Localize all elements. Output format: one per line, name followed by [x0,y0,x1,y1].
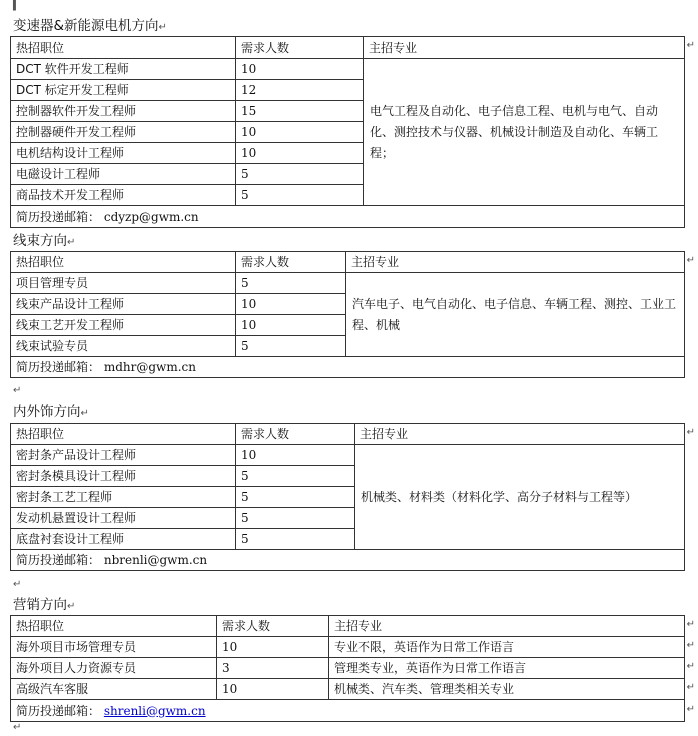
jobs-table-transmission [10,36,685,228]
table-header-row [11,37,685,59]
header-count: 需求人数 [236,37,364,59]
section-title-text: 线束方向 [13,233,67,249]
email-row [11,206,685,228]
header-majors: 主招专业 [329,616,685,637]
section-title-marketing [13,596,75,616]
count-cell: 10 [217,637,329,658]
position-cell: 线束产品设计工程师 [11,294,236,315]
position-cell: DCT 标定开发工程师 [11,80,236,101]
row-end-mark: ↵ [686,427,695,438]
position-cell: 线束试验专员 [11,336,236,357]
count-cell: 12 [236,80,364,101]
majors-cell: 机械类、材料类（材料化学、高分子材料与工程等） [355,445,685,550]
position-cell: 密封条模具设计工程师 [11,466,236,487]
count-cell: 5 [236,487,355,508]
table-row [11,679,685,700]
count-cell: 10 [236,122,364,143]
paragraph-mark: ↵ [13,385,22,396]
count-cell: 5 [236,273,346,294]
position-cell: 海外项目人力资源专员 [11,658,217,679]
position-cell: 底盘衬套设计工程师 [11,529,236,550]
email-cell [11,206,685,228]
count-cell: 5 [236,529,355,550]
row-end-mark: ↵ [686,619,695,630]
email-cell [11,550,685,571]
position-cell: 密封条工艺工程师 [11,487,236,508]
position-cell: DCT 软件开发工程师 [11,59,236,80]
email-cell [11,357,685,378]
row-end-mark: ↵ [686,640,695,651]
header-position: 热招职位 [11,37,236,59]
header-count: 需求人数 [217,616,329,637]
count-cell: 5 [236,466,355,487]
position-cell: 海外项目市场管理专员 [11,637,217,658]
count-cell: 10 [236,315,346,336]
paragraph-mark: ↵ [13,579,22,590]
count-cell: 10 [236,445,355,466]
position-cell: 商品技术开发工程师 [11,185,236,206]
row-end-mark: ↵ [686,255,695,266]
text-cursor: ▍ [13,0,21,11]
email-link[interactable]: shrenli@gwm.cn [103,703,206,718]
email-label: 简历投递邮箱： [16,360,101,374]
email-label: 简历投递邮箱： [16,553,101,567]
email-cell [11,700,685,722]
section-title-transmission [13,17,167,37]
count-cell: 10 [236,294,346,315]
count-cell: 5 [236,185,364,206]
table-row [11,637,685,658]
paragraph-mark: ↵ [80,408,89,419]
count-cell: 5 [236,164,364,185]
header-count: 需求人数 [236,424,355,445]
major-cell: 管理类专业，英语作为日常工作语言 [329,658,685,679]
email-address: nbrenli@gwm.cn [103,553,208,567]
table-row [11,658,685,679]
position-cell: 控制器软件开发工程师 [11,101,236,122]
position-cell: 电机结构设计工程师 [11,143,236,164]
email-row [11,700,685,722]
header-position: 热招职位 [11,424,236,445]
paragraph-mark: ↵ [158,22,167,33]
header-count: 需求人数 [236,252,346,273]
position-cell: 电磁设计工程师 [11,164,236,185]
section-title-harness [13,232,75,252]
table-row [11,273,685,294]
jobs-table-harness [10,251,685,378]
jobs-table-marketing [10,615,685,722]
major-cell: 机械类、汽车类、管理类相关专业 [329,679,685,700]
table-row [11,59,685,80]
paragraph-mark: ↵ [13,722,22,733]
majors-cell: 电气工程及自动化、电子信息工程、电机与电气、自动化、测控技术与仪器、机械设计制造及自动化、车辆工程； [364,59,685,206]
email-address: mdhr@gwm.cn [103,360,196,374]
paragraph-mark: ↵ [67,601,76,612]
header-position: 热招职位 [11,616,217,637]
email-label: 简历投递邮箱： [16,703,101,718]
section-title-interior [13,403,89,423]
majors-cell: 汽车电子、电气自动化、电子信息、车辆工程、测控、工业工程、机械 [346,273,685,357]
count-cell: 3 [217,658,329,679]
count-cell: 10 [217,679,329,700]
header-majors: 主招专业 [364,37,685,59]
section-title-text: 变速器&新能源电机方向 [13,18,159,34]
header-majors: 主招专业 [346,252,685,273]
position-cell: 线束工艺开发工程师 [11,315,236,336]
paragraph-mark: ↵ [67,237,76,248]
major-cell: 专业不限，英语作为日常工作语言 [329,637,685,658]
table-header-row [11,616,685,637]
email-row [11,550,685,571]
position-cell: 项目管理专员 [11,273,236,294]
jobs-table-interior [10,423,685,571]
row-end-mark: ↵ [686,40,695,51]
position-cell: 密封条产品设计工程师 [11,445,236,466]
email-row [11,357,685,378]
section-title-text: 营销方向 [13,597,67,613]
count-cell: 15 [236,101,364,122]
table-header-row [11,424,685,445]
row-end-mark: ↵ [686,682,695,693]
count-cell: 10 [236,143,364,164]
position-cell: 控制器硬件开发工程师 [11,122,236,143]
email-label: 简历投递邮箱： [16,209,101,224]
count-cell: 10 [236,59,364,80]
row-end-mark: ↵ [686,704,695,715]
count-cell: 5 [236,336,346,357]
section-title-text: 内外饰方向 [13,404,81,420]
email-address: cdyzp@gwm.cn [103,209,199,224]
table-row [11,445,685,466]
header-majors: 主招专业 [355,424,685,445]
row-end-mark: ↵ [686,661,695,672]
header-position: 热招职位 [11,252,236,273]
table-header-row [11,252,685,273]
count-cell: 5 [236,508,355,529]
position-cell: 高级汽车客服 [11,679,217,700]
position-cell: 发动机悬置设计工程师 [11,508,236,529]
